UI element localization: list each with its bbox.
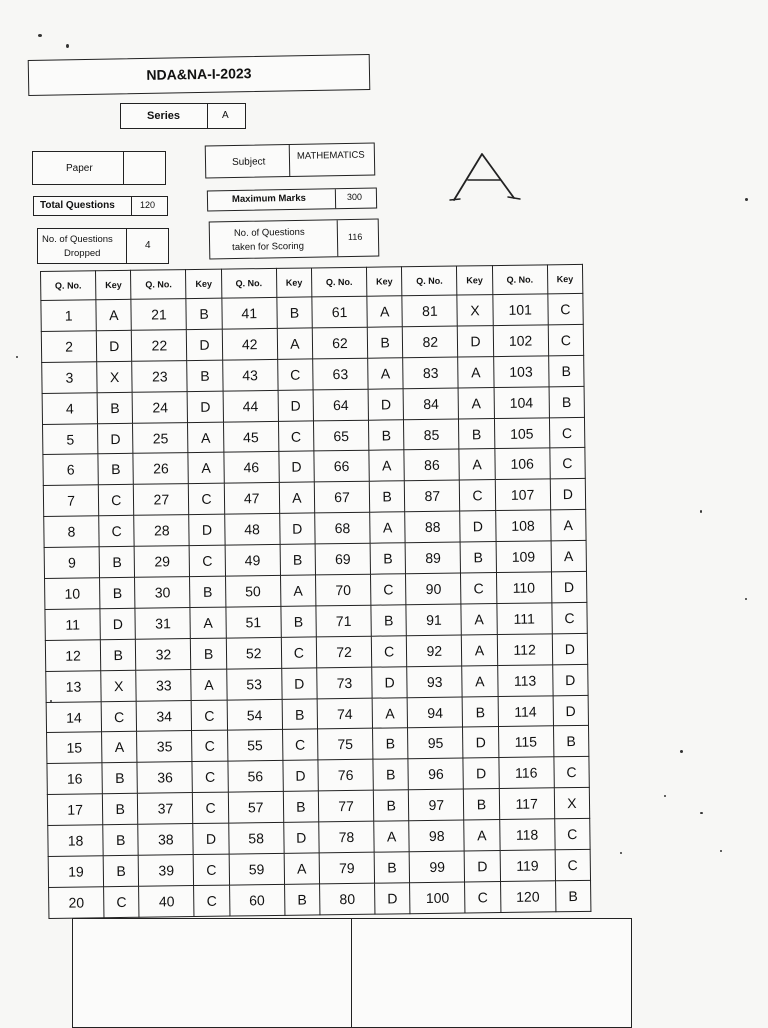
question-number-cell: 30 bbox=[135, 577, 191, 609]
question-number-cell: 14 bbox=[46, 701, 102, 733]
answer-key-cell: D bbox=[188, 391, 224, 422]
answer-key-cell: B bbox=[553, 726, 589, 757]
question-number-cell: 101 bbox=[492, 294, 548, 326]
question-number-cell: 21 bbox=[131, 299, 187, 331]
answer-key-cell: D bbox=[552, 664, 588, 695]
question-number-cell: 52 bbox=[226, 637, 282, 669]
answer-key-cell: A bbox=[280, 575, 316, 606]
answer-key-cell: C bbox=[189, 483, 225, 514]
column-header-qno: Q. No. bbox=[131, 270, 187, 300]
column-header-key: Key bbox=[457, 266, 493, 295]
answer-key-cell: B bbox=[459, 418, 495, 449]
answer-key-cell: X bbox=[457, 295, 493, 326]
question-number-cell: 117 bbox=[499, 788, 555, 820]
answer-key-cell: C bbox=[282, 729, 318, 760]
answer-key-cell: B bbox=[187, 360, 223, 391]
max-marks-box bbox=[207, 188, 377, 212]
answer-key-cell: B bbox=[190, 576, 226, 607]
question-number-cell: 78 bbox=[319, 821, 375, 853]
answer-key-cell: B bbox=[367, 327, 403, 358]
answer-key-cell: D bbox=[460, 511, 496, 542]
dropped-value: 4 bbox=[145, 240, 151, 251]
answer-key-cell: B bbox=[374, 852, 410, 883]
answer-key-cell: X bbox=[101, 670, 137, 701]
answer-key-cell: A bbox=[367, 296, 403, 327]
subject-box bbox=[205, 143, 376, 179]
answer-key-cell: C bbox=[99, 516, 135, 547]
total-questions-box bbox=[33, 196, 168, 216]
question-number-cell: 60 bbox=[229, 884, 285, 916]
question-number-cell: 94 bbox=[407, 697, 463, 729]
question-number-cell: 18 bbox=[48, 825, 104, 857]
question-number-cell: 31 bbox=[135, 607, 191, 639]
scan-speck bbox=[720, 850, 722, 852]
answer-key-cell: D bbox=[282, 668, 318, 699]
answer-key-cell: D bbox=[463, 727, 499, 758]
answer-key-cell: B bbox=[277, 297, 313, 328]
answer-key-cell: A bbox=[374, 821, 410, 852]
column-header-key: Key bbox=[186, 269, 222, 298]
question-number-cell: 107 bbox=[495, 479, 551, 511]
answer-key-cell: D bbox=[283, 760, 319, 791]
question-number-cell: 34 bbox=[136, 700, 192, 732]
question-number-cell: 104 bbox=[494, 387, 550, 419]
answer-key-cell: B bbox=[369, 419, 405, 450]
answer-key-cell: B bbox=[103, 794, 139, 825]
question-number-cell: 23 bbox=[132, 360, 188, 392]
question-number-cell: 8 bbox=[44, 516, 100, 548]
question-number-cell: 86 bbox=[404, 449, 460, 481]
answer-key-cell: C bbox=[192, 731, 228, 762]
answer-key-cell: B bbox=[284, 884, 320, 916]
answer-key-cell: A bbox=[369, 450, 405, 481]
question-number-cell: 51 bbox=[226, 606, 282, 638]
scan-speck bbox=[745, 198, 748, 201]
scoring-label-line1: No. of Questions bbox=[233, 226, 305, 240]
question-number-cell: 33 bbox=[136, 669, 192, 701]
question-number-cell: 53 bbox=[226, 668, 282, 700]
answer-key-cell: C bbox=[371, 636, 407, 667]
answer-key-cell: D bbox=[372, 666, 408, 697]
question-number-cell: 22 bbox=[132, 329, 188, 361]
question-number-cell: 89 bbox=[405, 542, 461, 574]
answer-key-cell: D bbox=[98, 423, 134, 454]
answer-key-cell: C bbox=[101, 701, 137, 732]
question-number-cell: 99 bbox=[409, 851, 465, 883]
answer-key-cell: D bbox=[189, 514, 225, 545]
answer-key-cell: B bbox=[373, 728, 409, 759]
answer-key-cell: A bbox=[102, 732, 138, 763]
answer-key-cell: A bbox=[458, 356, 494, 387]
question-number-cell: 39 bbox=[138, 855, 194, 887]
answer-key-cell: C bbox=[104, 886, 140, 918]
answer-key-cell: C bbox=[555, 849, 591, 880]
scan-speck bbox=[66, 44, 69, 48]
answer-key-cell: C bbox=[465, 881, 501, 913]
answer-key-cell: A bbox=[96, 299, 132, 330]
column-header-qno: Q. No. bbox=[311, 267, 367, 297]
answer-key-cell: C bbox=[554, 757, 590, 788]
question-number-cell: 116 bbox=[498, 757, 554, 789]
answer-key-cell: D bbox=[465, 851, 501, 882]
column-header-qno: Q. No. bbox=[402, 266, 458, 296]
question-number-cell: 62 bbox=[312, 327, 368, 359]
scan-speck bbox=[664, 795, 666, 797]
question-number-cell: 74 bbox=[317, 698, 373, 730]
answer-key-cell: B bbox=[371, 605, 407, 636]
question-number-cell: 47 bbox=[224, 483, 280, 515]
column-header-qno: Q. No. bbox=[41, 271, 97, 301]
question-number-cell: 115 bbox=[498, 726, 554, 758]
question-number-cell: 112 bbox=[497, 634, 553, 666]
answer-key-cell: D bbox=[551, 571, 587, 602]
question-number-cell: 56 bbox=[228, 761, 284, 793]
scan-speck bbox=[38, 34, 42, 37]
answer-key-cell: A bbox=[277, 328, 313, 359]
question-number-cell: 72 bbox=[316, 636, 372, 668]
question-number-cell: 96 bbox=[408, 758, 464, 790]
question-number-cell: 90 bbox=[406, 573, 462, 605]
answer-key-cell: B bbox=[102, 763, 138, 794]
answer-key-cell: A bbox=[370, 512, 406, 543]
question-number-cell: 35 bbox=[137, 731, 193, 763]
question-number-cell: 61 bbox=[312, 296, 368, 328]
question-number-cell: 110 bbox=[496, 572, 552, 604]
max-marks-value: 300 bbox=[346, 191, 363, 203]
answer-key-cell: B bbox=[548, 355, 584, 386]
question-number-cell: 59 bbox=[229, 853, 285, 885]
answer-key-cell: A bbox=[191, 669, 227, 700]
answer-key-cell: C bbox=[550, 448, 586, 479]
answer-key-cell: D bbox=[458, 325, 494, 356]
question-number-cell: 81 bbox=[402, 295, 458, 327]
question-number-cell: 83 bbox=[403, 357, 459, 389]
scan-speck bbox=[16, 356, 18, 358]
answer-key-cell: D bbox=[187, 329, 223, 360]
question-number-cell: 111 bbox=[496, 603, 552, 635]
question-number-cell: 100 bbox=[410, 882, 466, 914]
answer-key-cell: A bbox=[459, 449, 495, 480]
question-number-cell: 98 bbox=[409, 820, 465, 852]
subject-value: MATHEMATICS bbox=[296, 149, 365, 162]
answer-key-cell: C bbox=[554, 818, 590, 849]
answer-key-cell: A bbox=[464, 820, 500, 851]
answer-key-cell: B bbox=[281, 606, 317, 637]
answer-key-cell: B bbox=[461, 542, 497, 573]
answer-key-cell: D bbox=[279, 513, 315, 544]
question-number-cell: 106 bbox=[494, 448, 550, 480]
question-number-cell: 15 bbox=[47, 732, 103, 764]
scan-speck bbox=[680, 750, 683, 753]
paper-box bbox=[32, 151, 166, 185]
answer-key-cell: C bbox=[548, 293, 584, 324]
answer-key-cell: B bbox=[186, 298, 222, 329]
questions-dropped-box bbox=[37, 228, 169, 264]
answer-key-cell: B bbox=[373, 759, 409, 790]
question-number-cell: 76 bbox=[318, 760, 374, 792]
answer-key-cell: C bbox=[190, 545, 226, 576]
scan-speck bbox=[620, 852, 622, 854]
question-number-cell: 17 bbox=[47, 794, 103, 826]
answer-key-cell: B bbox=[99, 546, 135, 577]
question-number-cell: 97 bbox=[409, 789, 465, 821]
answer-key-cell: C bbox=[192, 761, 228, 792]
question-number-cell: 2 bbox=[41, 331, 97, 363]
scoring-value: 116 bbox=[347, 231, 363, 243]
question-number-cell: 32 bbox=[136, 638, 192, 670]
question-number-cell: 120 bbox=[500, 881, 556, 913]
questions-scoring-box bbox=[209, 219, 380, 260]
answer-key-cell: B bbox=[280, 544, 316, 575]
answer-key-cell: D bbox=[368, 388, 404, 419]
question-number-cell: 49 bbox=[225, 545, 281, 577]
answer-key-cell: C bbox=[461, 573, 497, 604]
column-header-qno: Q. No. bbox=[221, 268, 277, 298]
question-number-cell: 24 bbox=[132, 391, 188, 423]
question-number-cell: 27 bbox=[134, 484, 190, 516]
scan-speck bbox=[700, 812, 703, 814]
scan-speck bbox=[745, 598, 747, 600]
question-number-cell: 84 bbox=[403, 388, 459, 420]
question-number-cell: 54 bbox=[227, 699, 283, 731]
question-number-cell: 58 bbox=[228, 823, 284, 855]
column-header-key: Key bbox=[276, 268, 312, 297]
question-number-cell: 65 bbox=[313, 420, 369, 452]
answer-key-cell: C bbox=[98, 485, 134, 516]
question-number-cell: 79 bbox=[319, 852, 375, 884]
scan-speck bbox=[50, 700, 52, 702]
answer-key-cell: B bbox=[103, 855, 139, 886]
question-number-cell: 71 bbox=[316, 605, 372, 637]
question-number-cell: 105 bbox=[494, 417, 550, 449]
answer-key-cell: C bbox=[194, 854, 230, 885]
question-number-cell: 25 bbox=[133, 422, 189, 454]
question-number-cell: 77 bbox=[318, 790, 374, 822]
question-number-cell: 1 bbox=[41, 300, 97, 332]
question-number-cell: 80 bbox=[319, 883, 375, 915]
exam-title-box bbox=[28, 54, 371, 96]
column-header-qno: Q. No. bbox=[492, 265, 548, 295]
answer-key-cell: B bbox=[100, 577, 136, 608]
answer-key-cell: A bbox=[458, 387, 494, 418]
paper-label: Paper bbox=[66, 163, 93, 174]
question-number-cell: 28 bbox=[134, 515, 190, 547]
series-box bbox=[120, 103, 246, 129]
question-number-cell: 92 bbox=[407, 635, 463, 667]
question-number-cell: 82 bbox=[403, 326, 459, 358]
question-number-cell: 13 bbox=[46, 670, 102, 702]
answer-key-cell: C bbox=[281, 637, 317, 668]
answer-key-cell: A bbox=[462, 634, 498, 665]
answer-key-cell: A bbox=[188, 422, 224, 453]
answer-key-cell: B bbox=[555, 880, 591, 912]
question-number-cell: 9 bbox=[44, 547, 100, 579]
answer-key-cell: C bbox=[460, 480, 496, 511]
answer-key-cell: C bbox=[552, 602, 588, 633]
question-number-cell: 55 bbox=[227, 730, 283, 762]
question-number-cell: 10 bbox=[45, 578, 101, 610]
question-number-cell: 75 bbox=[317, 729, 373, 761]
answer-key-cell: A bbox=[368, 358, 404, 389]
question-number-cell: 42 bbox=[222, 328, 278, 360]
question-number-cell: 113 bbox=[497, 665, 553, 697]
answer-key-cell: D bbox=[375, 883, 411, 915]
answer-key-cell: D bbox=[96, 330, 132, 361]
answer-key-cell: C bbox=[194, 885, 230, 917]
answer-key-cell: B bbox=[370, 543, 406, 574]
answer-key-cell: B bbox=[464, 789, 500, 820]
dropped-label-line1: No. of Questions bbox=[42, 234, 113, 245]
answer-table-body bbox=[41, 293, 591, 918]
signature-box bbox=[72, 918, 632, 1028]
answer-key-cell: D bbox=[279, 451, 315, 482]
question-number-cell: 95 bbox=[408, 727, 464, 759]
question-number-cell: 57 bbox=[228, 792, 284, 824]
question-number-cell: 50 bbox=[225, 575, 281, 607]
answer-key-cell: X bbox=[554, 788, 590, 819]
scoring-label-line2: taken for Scoring bbox=[232, 240, 305, 254]
question-number-cell: 26 bbox=[133, 453, 189, 485]
question-number-cell: 109 bbox=[496, 541, 552, 573]
question-number-cell: 19 bbox=[48, 856, 104, 888]
answer-key-cell: C bbox=[371, 574, 407, 605]
answer-key-cell: D bbox=[193, 823, 229, 854]
question-number-cell: 6 bbox=[43, 454, 99, 486]
answer-key-cell: B bbox=[97, 392, 133, 423]
question-number-cell: 45 bbox=[223, 421, 279, 453]
question-number-cell: 3 bbox=[42, 362, 98, 394]
dropped-label-line2: Dropped bbox=[64, 248, 101, 259]
series-label: Series bbox=[147, 110, 181, 122]
question-number-cell: 118 bbox=[499, 819, 555, 851]
table-row bbox=[49, 880, 591, 918]
answer-key-cell: B bbox=[369, 481, 405, 512]
question-number-cell: 40 bbox=[139, 885, 195, 917]
series-value: A bbox=[222, 110, 229, 121]
answer-key-cell: D bbox=[550, 479, 586, 510]
answer-key-cell: B bbox=[373, 790, 409, 821]
max-marks-label: Maximum Marks bbox=[231, 192, 306, 206]
answer-key-cell: B bbox=[191, 638, 227, 669]
answer-key-cell: B bbox=[101, 639, 137, 670]
answer-key-cell: A bbox=[372, 697, 408, 728]
column-header-key: Key bbox=[367, 267, 403, 296]
question-number-cell: 108 bbox=[495, 510, 551, 542]
question-number-cell: 70 bbox=[315, 574, 371, 606]
answer-key-cell: A bbox=[462, 665, 498, 696]
question-number-cell: 93 bbox=[407, 666, 463, 698]
answer-key-cell: D bbox=[463, 758, 499, 789]
answer-key-cell: X bbox=[97, 361, 133, 392]
question-number-cell: 44 bbox=[223, 390, 279, 422]
question-number-cell: 67 bbox=[314, 482, 370, 514]
answer-key-cell: C bbox=[277, 359, 313, 390]
question-number-cell: 43 bbox=[222, 359, 278, 391]
answer-key-cell: C bbox=[549, 417, 585, 448]
question-number-cell: 16 bbox=[47, 763, 103, 795]
column-header-key: Key bbox=[96, 270, 132, 299]
question-number-cell: 48 bbox=[224, 514, 280, 546]
answer-key-cell: A bbox=[551, 541, 587, 572]
question-number-cell: 64 bbox=[313, 389, 369, 421]
question-number-cell: 87 bbox=[405, 480, 461, 512]
question-number-cell: 5 bbox=[43, 423, 99, 455]
question-number-cell: 4 bbox=[42, 392, 98, 424]
answer-key-cell: B bbox=[282, 698, 318, 729]
question-number-cell: 88 bbox=[405, 511, 461, 543]
answer-key-cell: D bbox=[552, 633, 588, 664]
answer-key-cell: B bbox=[98, 454, 134, 485]
question-number-cell: 66 bbox=[314, 451, 370, 483]
question-number-cell: 69 bbox=[315, 543, 371, 575]
handwritten-series-mark bbox=[446, 150, 526, 210]
answer-key-cell: C bbox=[548, 324, 584, 355]
answer-key-cell: A bbox=[188, 453, 224, 484]
answer-key-cell: D bbox=[278, 390, 314, 421]
question-number-cell: 85 bbox=[404, 419, 460, 451]
question-number-cell: 7 bbox=[43, 485, 99, 517]
question-number-cell: 73 bbox=[317, 667, 373, 699]
total-questions-label: Total Questions bbox=[40, 200, 115, 211]
question-number-cell: 114 bbox=[498, 695, 554, 727]
question-number-cell: 63 bbox=[313, 358, 369, 390]
subject-label: Subject bbox=[231, 156, 266, 169]
question-number-cell: 37 bbox=[138, 793, 194, 825]
answer-key-cell: A bbox=[190, 607, 226, 638]
question-number-cell: 68 bbox=[315, 512, 371, 544]
question-number-cell: 46 bbox=[224, 452, 280, 484]
answer-key-table bbox=[40, 264, 591, 919]
question-number-cell: 119 bbox=[500, 850, 556, 882]
answer-key-cell: B bbox=[283, 791, 319, 822]
question-number-cell: 91 bbox=[406, 604, 462, 636]
answer-key-cell: B bbox=[549, 386, 585, 417]
answer-key-cell: C bbox=[193, 792, 229, 823]
question-number-cell: 20 bbox=[49, 887, 105, 919]
answer-key-cell: B bbox=[103, 824, 139, 855]
question-number-cell: 11 bbox=[45, 609, 101, 641]
answer-key-cell: C bbox=[278, 420, 314, 451]
question-number-cell: 29 bbox=[134, 546, 190, 578]
total-questions-value: 120 bbox=[140, 200, 156, 210]
exam-title: NDA&NA-I-2023 bbox=[146, 65, 252, 83]
answer-key-cell: C bbox=[192, 700, 228, 731]
answer-key-cell: A bbox=[550, 510, 586, 541]
answer-key-cell: A bbox=[461, 603, 497, 634]
question-number-cell: 12 bbox=[45, 640, 101, 672]
answer-key-cell: D bbox=[553, 695, 589, 726]
answer-key-cell: A bbox=[284, 853, 320, 884]
answer-key-cell: D bbox=[100, 608, 136, 639]
question-number-cell: 102 bbox=[493, 325, 549, 357]
question-number-cell: 41 bbox=[221, 297, 277, 329]
question-number-cell: 36 bbox=[137, 762, 193, 794]
question-number-cell: 38 bbox=[138, 824, 194, 856]
answer-key-cell: A bbox=[279, 482, 315, 513]
scan-speck bbox=[700, 510, 702, 513]
question-number-cell: 103 bbox=[493, 356, 549, 388]
column-header-key: Key bbox=[547, 264, 583, 293]
answer-key-cell: D bbox=[284, 822, 320, 853]
answer-key-cell: B bbox=[463, 696, 499, 727]
